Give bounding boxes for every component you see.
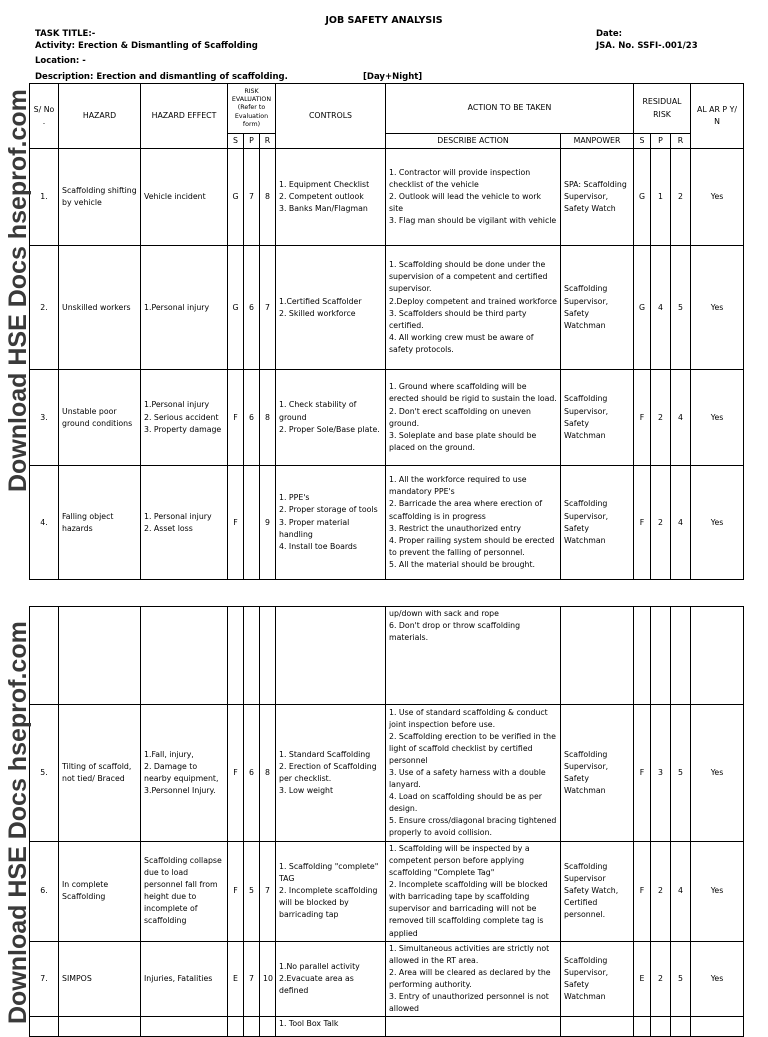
cell-alarp: Yes [691,705,744,842]
cell-residual-s: F [634,705,651,842]
cell-risk-r: 10 [260,941,276,1016]
cell-hazard-effect [141,607,228,705]
jsa-number: JSA. No. SSFI-.001/23 [596,41,698,51]
cell-residual-s: G [634,149,651,246]
location-label: Location: - [35,56,86,66]
cell-manpower: Scaffolding Supervisor, Safety Watchman [561,466,634,580]
cell-risk-p: 6 [244,705,260,842]
cell-alarp: Yes [691,149,744,246]
header-alarp: AL AR P Y/ N [691,84,744,149]
jsa-table-page-1 [29,83,744,580]
cell-controls: 1.Certified Scaffolder 2. Skilled workforce [276,246,386,370]
cell-hazard: Unstable poor ground conditions [59,370,141,466]
cell-residual-p: 2 [651,370,671,466]
cell-residual-p: 4 [651,246,671,370]
cell-residual-r: 4 [671,370,691,466]
cell-hazard-effect: 1. Personal injury 2. Asset loss [141,466,228,580]
header-residual-risk: RESIDUAL RISK [634,84,691,134]
cell-residual-p [651,607,671,705]
cell-alarp: Yes [691,842,744,942]
cell-action-description: 1. Use of standard scaffolding & conduct joint inspection before use. 2. Scaffolding erection to be verified in the light of scaffold checklist by certified personnel 3. Use of a safety harness with a double lanyard. 4. Load on scaffolding should be as per design. 5. Ensure cross/diagonal bracing tightened properly to avoid collision. [386,705,561,842]
cell-risk-s: E [228,941,244,1016]
cell-controls: 1. PPE's 2. Proper storage of tools 3. Proper material handling 4. Install toe Boards [276,466,386,580]
cell-hazard-effect: 1.Personal injury 2. Serious accident 3. Property damage [141,370,228,466]
table-row [30,941,744,1016]
header-s: S [228,134,244,149]
cell-sno: 2. [30,246,59,370]
cell-risk-s: F [228,705,244,842]
cell-residual-r: 5 [671,705,691,842]
cell-manpower [561,1017,634,1037]
table-row [30,1017,744,1037]
cell-risk-s [228,1017,244,1037]
watermark-text-2: Download HSE Docs hseprof.com [4,621,32,1024]
cell-action-description: up/down with sack and rope 6. Don't drop or throw scaffolding materials. [386,607,561,705]
cell-risk-p: 7 [244,149,260,246]
cell-hazard: Unskilled workers [59,246,141,370]
cell-controls: 1. Equipment Checklist 2. Competent outlook 3. Banks Man/Flagman [276,149,386,246]
cell-residual-p [651,1017,671,1037]
cell-hazard-effect: Scaffolding collapse due to load personnel fall from height due to incomplete of scaffolding [141,842,228,942]
cell-action-description: 1. Simultaneous activities are strictly not allowed in the RT area. 2. Area will be cleared as declared by the performing authority. 3. Entry of unauthorized personnel is not allowed [386,941,561,1016]
cell-controls: 1. Standard Scaffolding 2. Erection of Scaffolding per checklist. 3. Low weight [276,705,386,842]
cell-residual-p: 2 [651,941,671,1016]
cell-residual-p: 2 [651,466,671,580]
cell-action-description [386,1017,561,1037]
header-action-to-be-taken: ACTION TO BE TAKEN [386,84,634,134]
cell-residual-s [634,1017,651,1037]
cell-hazard-effect: 1.Personal injury [141,246,228,370]
cell-action-description: 1. Ground where scaffolding will be erected should be rigid to sustain the load. 2. Don't erect scaffolding on uneven ground. 3. Soleplate and base plate should be placed on the ground. [386,370,561,466]
cell-residual-s: F [634,370,651,466]
header-controls: CONTROLS [276,84,386,149]
header-p: P [244,134,260,149]
cell-risk-r: 7 [260,246,276,370]
cell-controls: 1. Scaffolding "complete" TAG 2. Incomplete scaffolding will be blocked by barricading tap [276,842,386,942]
cell-manpower: Scaffolding Supervisor, Safety Watchman [561,370,634,466]
cell-alarp: Yes [691,246,744,370]
header-manpower: MANPOWER [561,134,634,149]
cell-hazard [59,607,141,705]
cell-sno: 1. [30,149,59,246]
cell-manpower: Scaffolding Supervisor, Safety Watchman [561,246,634,370]
cell-risk-p [244,607,260,705]
cell-controls: 1.No parallel activity 2.Evacuate area as defined [276,941,386,1016]
cell-controls: 1. Tool Box Talk [276,1017,386,1037]
cell-residual-r [671,607,691,705]
cell-risk-p [244,466,260,580]
cell-risk-s: G [228,149,244,246]
cell-residual-s: E [634,941,651,1016]
table-row [30,246,744,370]
cell-manpower: Scaffolding Supervisor Safety Watch, Certified personnel. [561,842,634,942]
header-residual-s: S [634,134,651,149]
cell-risk-r: 9 [260,466,276,580]
cell-risk-s: F [228,842,244,942]
page-break [0,580,768,606]
cell-action-description: 1. Contractor will provide inspection checklist of the vehicle 2. Outlook will lead the vehicle to work site 3. Flag man should be vigilant with vehicle [386,149,561,246]
cell-alarp: Yes [691,370,744,466]
cell-sno [30,607,59,705]
cell-residual-r: 4 [671,842,691,942]
cell-risk-r: 7 [260,842,276,942]
cell-hazard-effect: 1.Fall, injury, 2. Damage to nearby equipment, 3.Personnel Injury. [141,705,228,842]
table-row [30,607,744,705]
cell-residual-p: 3 [651,705,671,842]
cell-hazard: Scaffolding shifting by vehicle [59,149,141,246]
cell-action-description: 1. All the workforce required to use mandatory PPE's 2. Barricade the area where erection of scaffolding is in progress 3. Restrict the unauthorized entry 4. Proper railing system should be erected to prevent the falling of personnel. 5. All the material should be brought. [386,466,561,580]
cell-hazard: Tilting of scaffold, not tied/ Braced [59,705,141,842]
task-title-label: TASK TITLE:- [35,29,96,39]
header-residual-r: R [671,134,691,149]
cell-sno: 4. [30,466,59,580]
cell-risk-r [260,1017,276,1037]
cell-residual-s: F [634,842,651,942]
cell-risk-s [228,607,244,705]
cell-residual-s: F [634,466,651,580]
cell-sno [30,1017,59,1037]
activity-label: Activity: Erection & Dismantling of Scaffolding [35,41,258,51]
shift-label: [Day+Night] [363,72,423,82]
cell-risk-s: F [228,466,244,580]
cell-risk-p: 5 [244,842,260,942]
cell-sno: 5. [30,705,59,842]
cell-hazard: In complete Scaffolding [59,842,141,942]
cell-hazard-effect: Vehicle incident [141,149,228,246]
cell-risk-r: 8 [260,705,276,842]
table-row [30,466,744,580]
cell-alarp [691,607,744,705]
header-r: R [260,134,276,149]
cell-hazard: Falling object hazards [59,466,141,580]
cell-hazard: SIMPOS [59,941,141,1016]
header-residual-p: P [651,134,671,149]
date-label: Date: [596,29,623,39]
table-row [30,370,744,466]
cell-hazard-effect: Injuries, Fatalities [141,941,228,1016]
cell-sno: 7. [30,941,59,1016]
cell-alarp: Yes [691,466,744,580]
cell-risk-s: G [228,246,244,370]
cell-risk-r: 8 [260,149,276,246]
watermark-text: Download HSE Docs hseprof.com [4,89,32,492]
cell-controls: 1. Check stability of ground 2. Proper Sole/Base plate. [276,370,386,466]
cell-manpower [561,607,634,705]
cell-risk-p: 6 [244,246,260,370]
cell-risk-r [260,607,276,705]
cell-manpower: SPA: Scaffolding Supervisor, Safety Watch [561,149,634,246]
cell-residual-s [634,607,651,705]
cell-alarp [691,1017,744,1037]
cell-risk-p: 6 [244,370,260,466]
jsa-table-page-2 [29,606,744,1037]
cell-hazard-effect [141,1017,228,1037]
header-risk-evaluation: RISK EVALUATION (Refer to Evaluation form) [228,84,276,134]
header-describe-action: DESCRIBE ACTION [386,134,561,149]
document-title: JOB SAFETY ANALYSIS [325,15,443,26]
cell-action-description: 1. Scaffolding will be inspected by a competent person before applying scaffolding "Complete Tag" 2. Incomplete scaffolding will be blocked with barricading tape by scaffolding supervisor and barricading will not be removed till scaffolding complete tag is applied [386,842,561,942]
cell-residual-r: 2 [671,149,691,246]
cell-residual-r: 5 [671,246,691,370]
cell-manpower: Scaffolding Supervisor, Safety Watchman [561,941,634,1016]
cell-action-description: 1. Scaffolding should be done under the supervision of a competent and certified supervisor. 2.Deploy competent and trained workforce 3. Scaffolders should be third party certified. 4. All working crew must be aware of safety protocols. [386,246,561,370]
header-hazard-effect: HAZARD EFFECT [141,84,228,149]
cell-controls [276,607,386,705]
cell-residual-r: 5 [671,941,691,1016]
cell-risk-r: 8 [260,370,276,466]
description-label: Description: Erection and dismantling of scaffolding. [35,72,288,82]
header-sno: S/ No . [30,84,59,149]
cell-residual-p: 1 [651,149,671,246]
cell-manpower: Scaffolding Supervisor, Safety Watchman [561,705,634,842]
cell-residual-s: G [634,246,651,370]
cell-sno: 3. [30,370,59,466]
cell-hazard [59,1017,141,1037]
table-row [30,842,744,942]
cell-risk-s: F [228,370,244,466]
cell-residual-p: 2 [651,842,671,942]
cell-residual-r [671,1017,691,1037]
table-row [30,705,744,842]
cell-risk-p: 7 [244,941,260,1016]
cell-alarp: Yes [691,941,744,1016]
header-hazard: HAZARD [59,84,141,149]
cell-sno: 6. [30,842,59,942]
cell-risk-p [244,1017,260,1037]
table-row [30,149,744,246]
cell-residual-r: 4 [671,466,691,580]
